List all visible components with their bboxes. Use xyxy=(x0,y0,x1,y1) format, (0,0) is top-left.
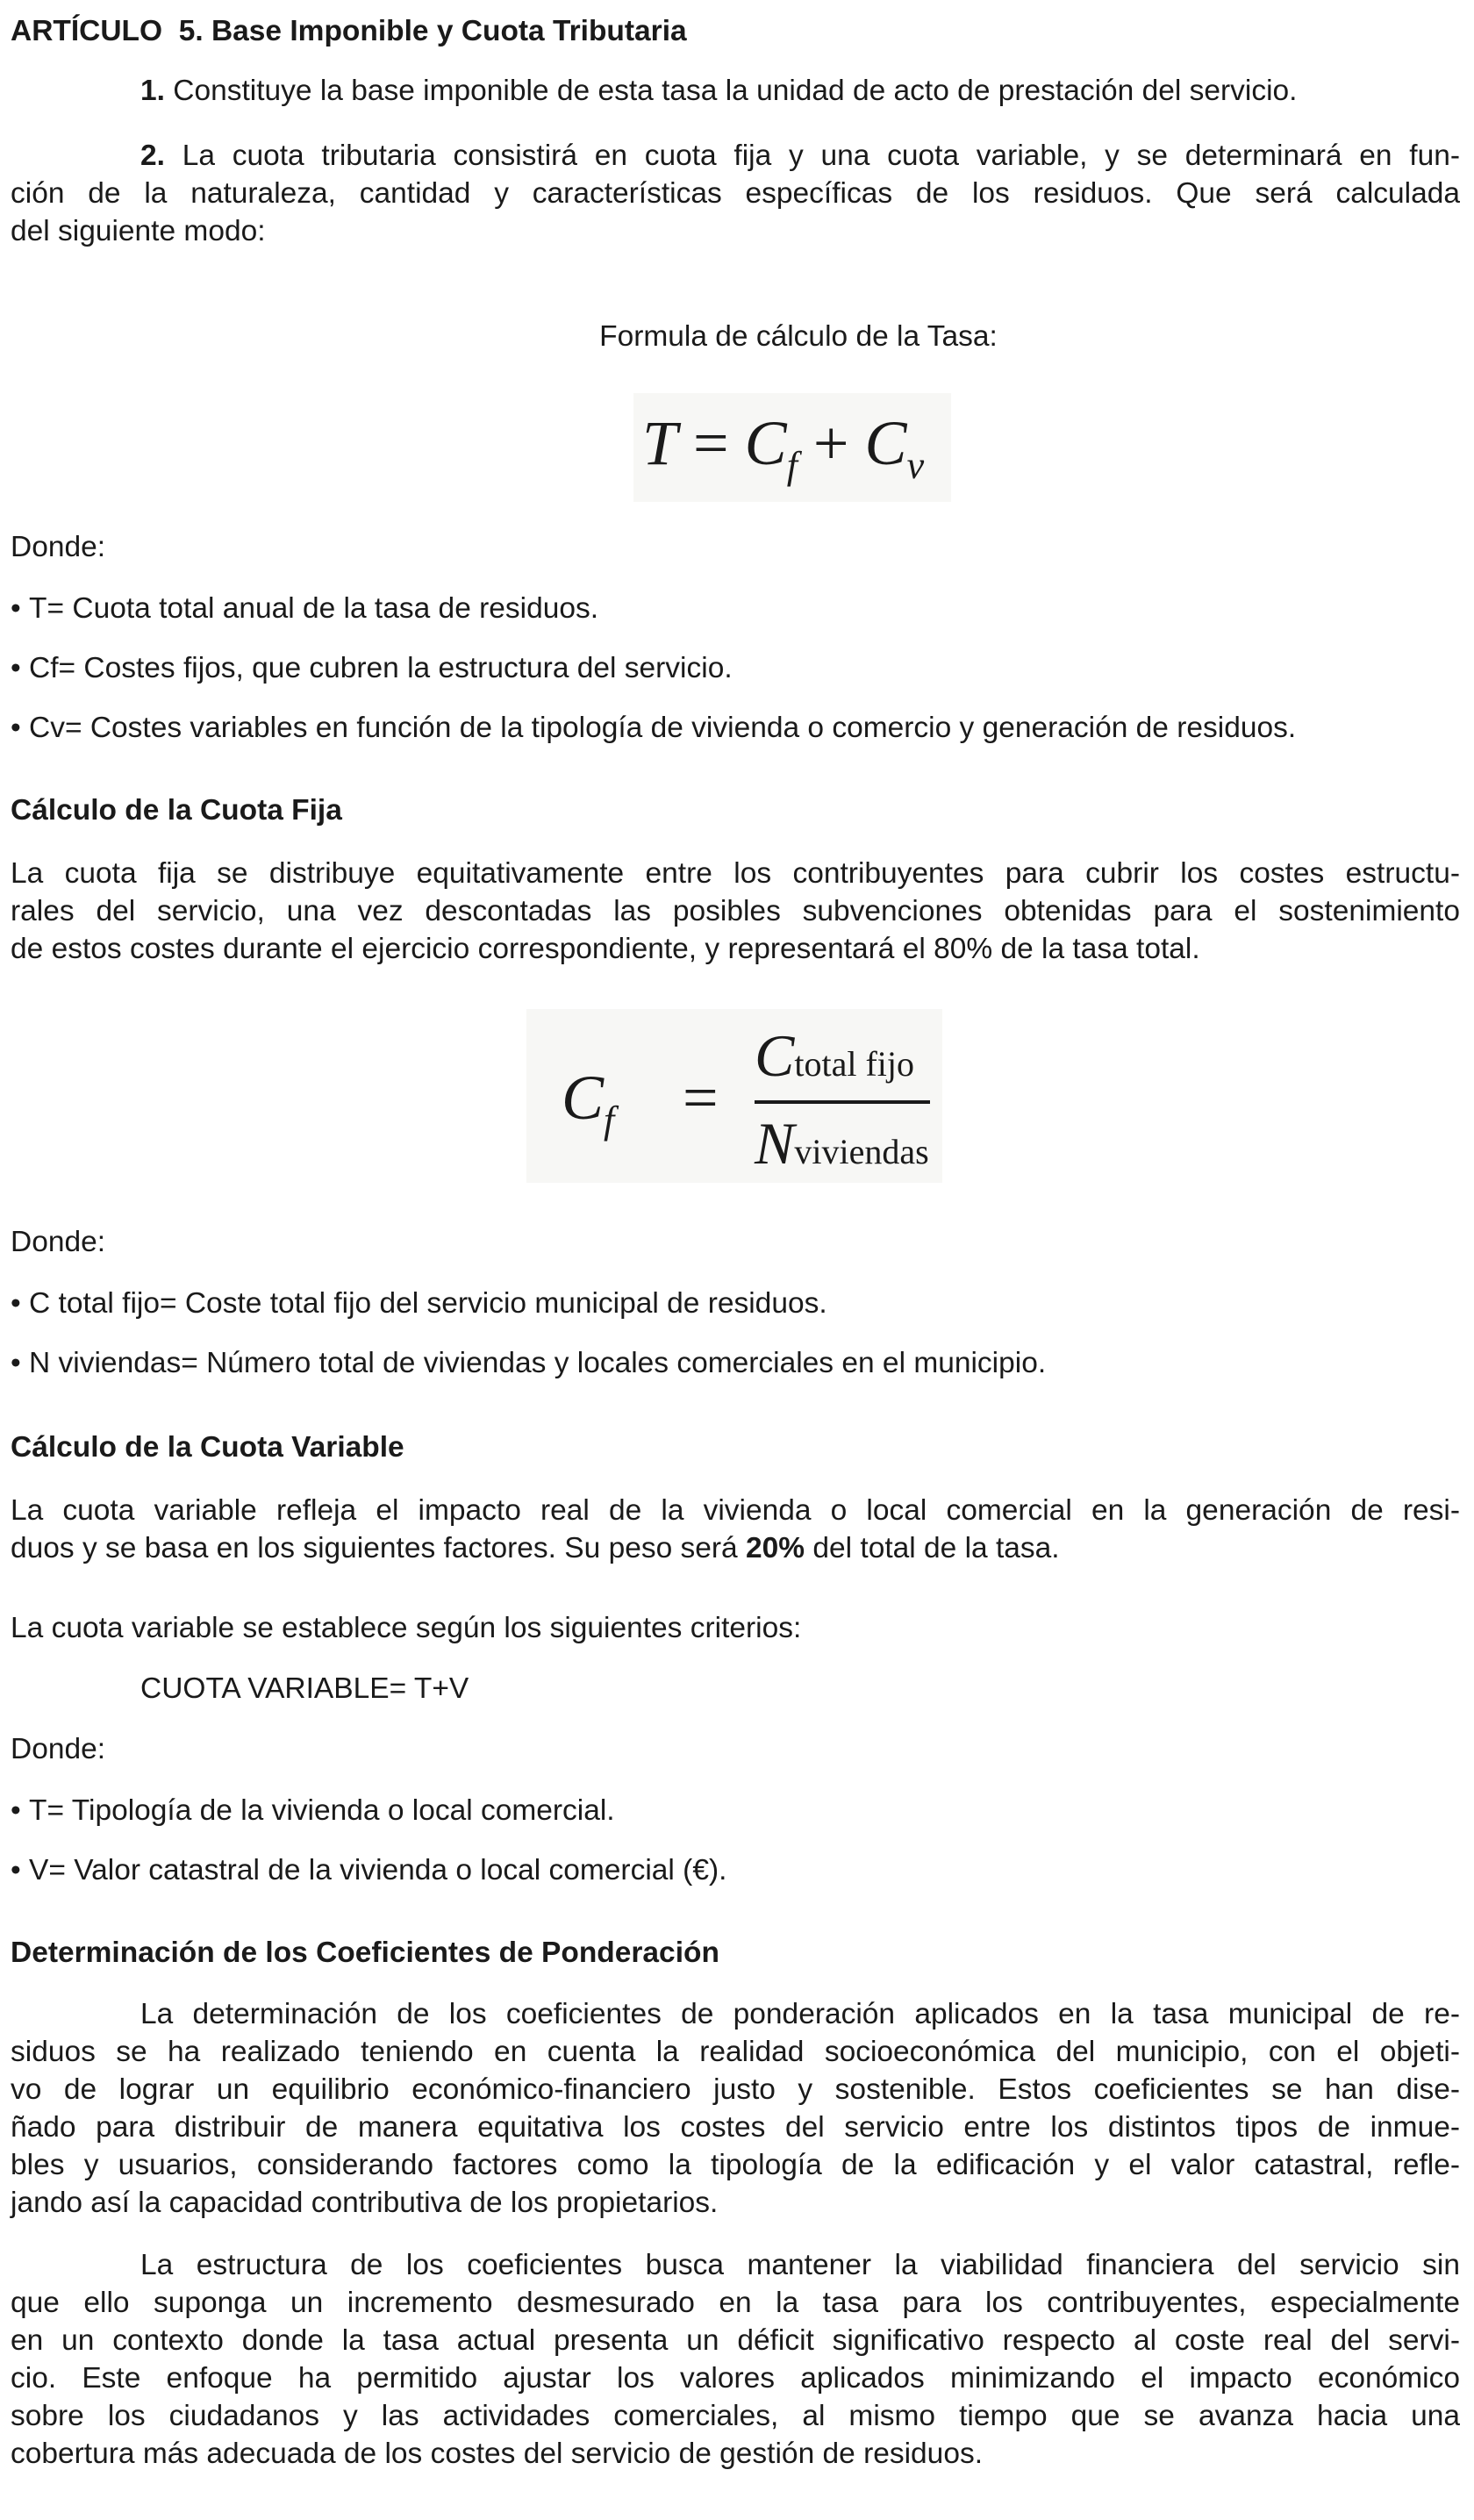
point-2-text: La cuota tributaria consistirá en cuota fija y una cuota variable, y se determinará en fun- xyxy=(182,140,1460,172)
coef-p2-line3: en un contexto donde la tasa actual presenta un déficit significativo respecto al coste real del servi- xyxy=(11,2324,1460,2357)
cf-numerator: C xyxy=(755,1022,795,1089)
formula-cv-sub: v xyxy=(906,444,925,487)
coef-p2-line5: sobre los ciudadanos y las actividades comerciales, al mismo tiempo que se avanza hacia una xyxy=(11,2400,1460,2432)
cuota-fija-heading: Cálculo de la Cuota Fija xyxy=(11,794,342,827)
formula-intro: Formula de cálculo de la Tasa: xyxy=(599,320,998,353)
def-cf: • Cf= Costes fijos, que cubren la estructura del servicio. xyxy=(11,649,1460,687)
formula-t: T xyxy=(642,408,678,478)
def-c-total-fijo: • C total fijo= Coste total fijo del servicio municipal de residuos. xyxy=(11,1285,1460,1322)
def-cv: • Cv= Costes variables en función de la tipología de vivienda o comercio y generación de residuos. xyxy=(11,709,1460,747)
cuota-fija-line1: La cuota fija se distribuye equitativamente entre los contribuyentes para cubrir los costes estructu- xyxy=(11,857,1460,890)
total-tax-formula xyxy=(633,393,951,502)
coef-p2-line6: cobertura más adecuada de los costes del servicio de gestión de residuos. xyxy=(11,2438,984,2470)
cuota-variable-formula: CUOTA VARIABLE= T+V xyxy=(140,1672,469,1705)
point-2-line3: del siguiente modo: xyxy=(11,215,266,247)
coef-p1-line3: vo de lograr un equilibrio económico-financiero justo y sostenible. Estos coeficientes se han dise- xyxy=(11,2073,1460,2106)
def-tipologia: • T= Tipología de la vivienda o local comercial. xyxy=(11,1792,1460,1829)
donde-label-3: Donde: xyxy=(11,1733,106,1765)
formula-cv: C xyxy=(864,408,907,478)
coef-p1-line4: ñado para distribuir de manera equitativa los costes del servicio entre los distintos tipos de inmue- xyxy=(11,2111,1460,2144)
donde-label-1: Donde: xyxy=(11,531,106,563)
cf-lhs-sub: f xyxy=(604,1099,615,1142)
point-1 xyxy=(11,72,1460,110)
point-1-number: 1. xyxy=(140,75,165,107)
formula-plus: + xyxy=(812,408,849,478)
point-1-text: Constituye la base imponible de esta tasa la unidad de acto de prestación del servicio. xyxy=(173,75,1298,107)
cuota-variable-weight: 20% xyxy=(746,1532,805,1564)
article-title: Base Imponible y Cuota Tributaria xyxy=(211,15,687,47)
cuota-variable-line2-b: del total de la tasa. xyxy=(805,1532,1060,1564)
cuota-variable-heading: Cálculo de la Cuota Variable xyxy=(11,1431,404,1464)
cuota-variable-criteria: La cuota variable se establece según los siguientes criterios: xyxy=(11,1612,802,1644)
cuota-variable-line2 xyxy=(11,1529,1460,1567)
article-number: 5. xyxy=(178,15,204,47)
fraction-bar xyxy=(755,1100,930,1104)
coef-p2-line2: que ello suponga un incremento desmesurado en la tasa para los contribuyentes, especialmente xyxy=(11,2287,1460,2319)
cf-denominator-sub: viviendas xyxy=(794,1132,929,1171)
formula-equals: = xyxy=(693,408,729,478)
coef-p1-line2: siduos se ha realizado teniendo en cuenta la realidad socioeconómica del municipio, con el objeti- xyxy=(11,2036,1460,2068)
cuota-variable-line1: La cuota variable refleja el impacto real de la vivienda o local comercial en la generación de resi- xyxy=(11,1494,1460,1527)
coef-p2-line1: La estructura de los coeficientes busca mantener la viabilidad financiera del servicio sin xyxy=(140,2249,1460,2281)
point-2-line1 xyxy=(11,137,1460,175)
def-valor-catastral: • V= Valor catastral de la vivienda o local comercial (€). xyxy=(11,1851,1460,1889)
cuota-fija-line3: de estos costes durante el ejercicio correspondiente, y representará el 80% de la tasa total. xyxy=(11,933,1200,965)
coef-p1-line6: jando así la capacidad contributiva de los propietarios. xyxy=(11,2187,719,2219)
cf-denominator: N xyxy=(755,1110,795,1177)
coef-p1-line1: La determinación de los coeficientes de ponderación aplicados en la tasa municipal de re- xyxy=(140,1998,1460,2030)
formula-cf-sub: f xyxy=(786,444,798,487)
cuota-fija-formula xyxy=(526,1009,942,1183)
cuota-variable-line2-a: duos y se basa en los siguientes factores. Su peso será xyxy=(11,1532,746,1564)
cf-equals: = xyxy=(683,1063,719,1133)
article-label: ARTÍCULO xyxy=(11,15,163,47)
coef-p2-line4: cio. Este enfoque ha permitido ajustar los valores aplicados minimizando el impacto económico xyxy=(11,2362,1460,2395)
formula-cf: C xyxy=(744,408,787,478)
def-t: • T= Cuota total anual de la tasa de residuos. xyxy=(11,590,1460,627)
donde-label-2: Donde: xyxy=(11,1226,106,1258)
cuota-fija-line2: rales del servicio, una vez descontadas las posibles subvenciones obtenidas para el sostenimiento xyxy=(11,895,1460,927)
def-n-viviendas: • N viviendas= Número total de viviendas y locales comerciales en el municipio. xyxy=(11,1344,1460,1382)
article-heading xyxy=(11,12,1460,50)
point-2-line2: ción de la naturaleza, cantidad y características específicas de los residuos. Que será calculada xyxy=(11,177,1460,210)
point-2-number: 2. xyxy=(140,140,165,172)
cf-lhs: C xyxy=(562,1063,605,1133)
coeficientes-heading: Determinación de los Coeficientes de Ponderación xyxy=(11,1937,719,1969)
coef-p1-line5: bles y usuarios, considerando factores como la tipología de la edificación y el valor catastral, refle- xyxy=(11,2149,1460,2181)
cf-numerator-sub: total fijo xyxy=(794,1044,914,1084)
